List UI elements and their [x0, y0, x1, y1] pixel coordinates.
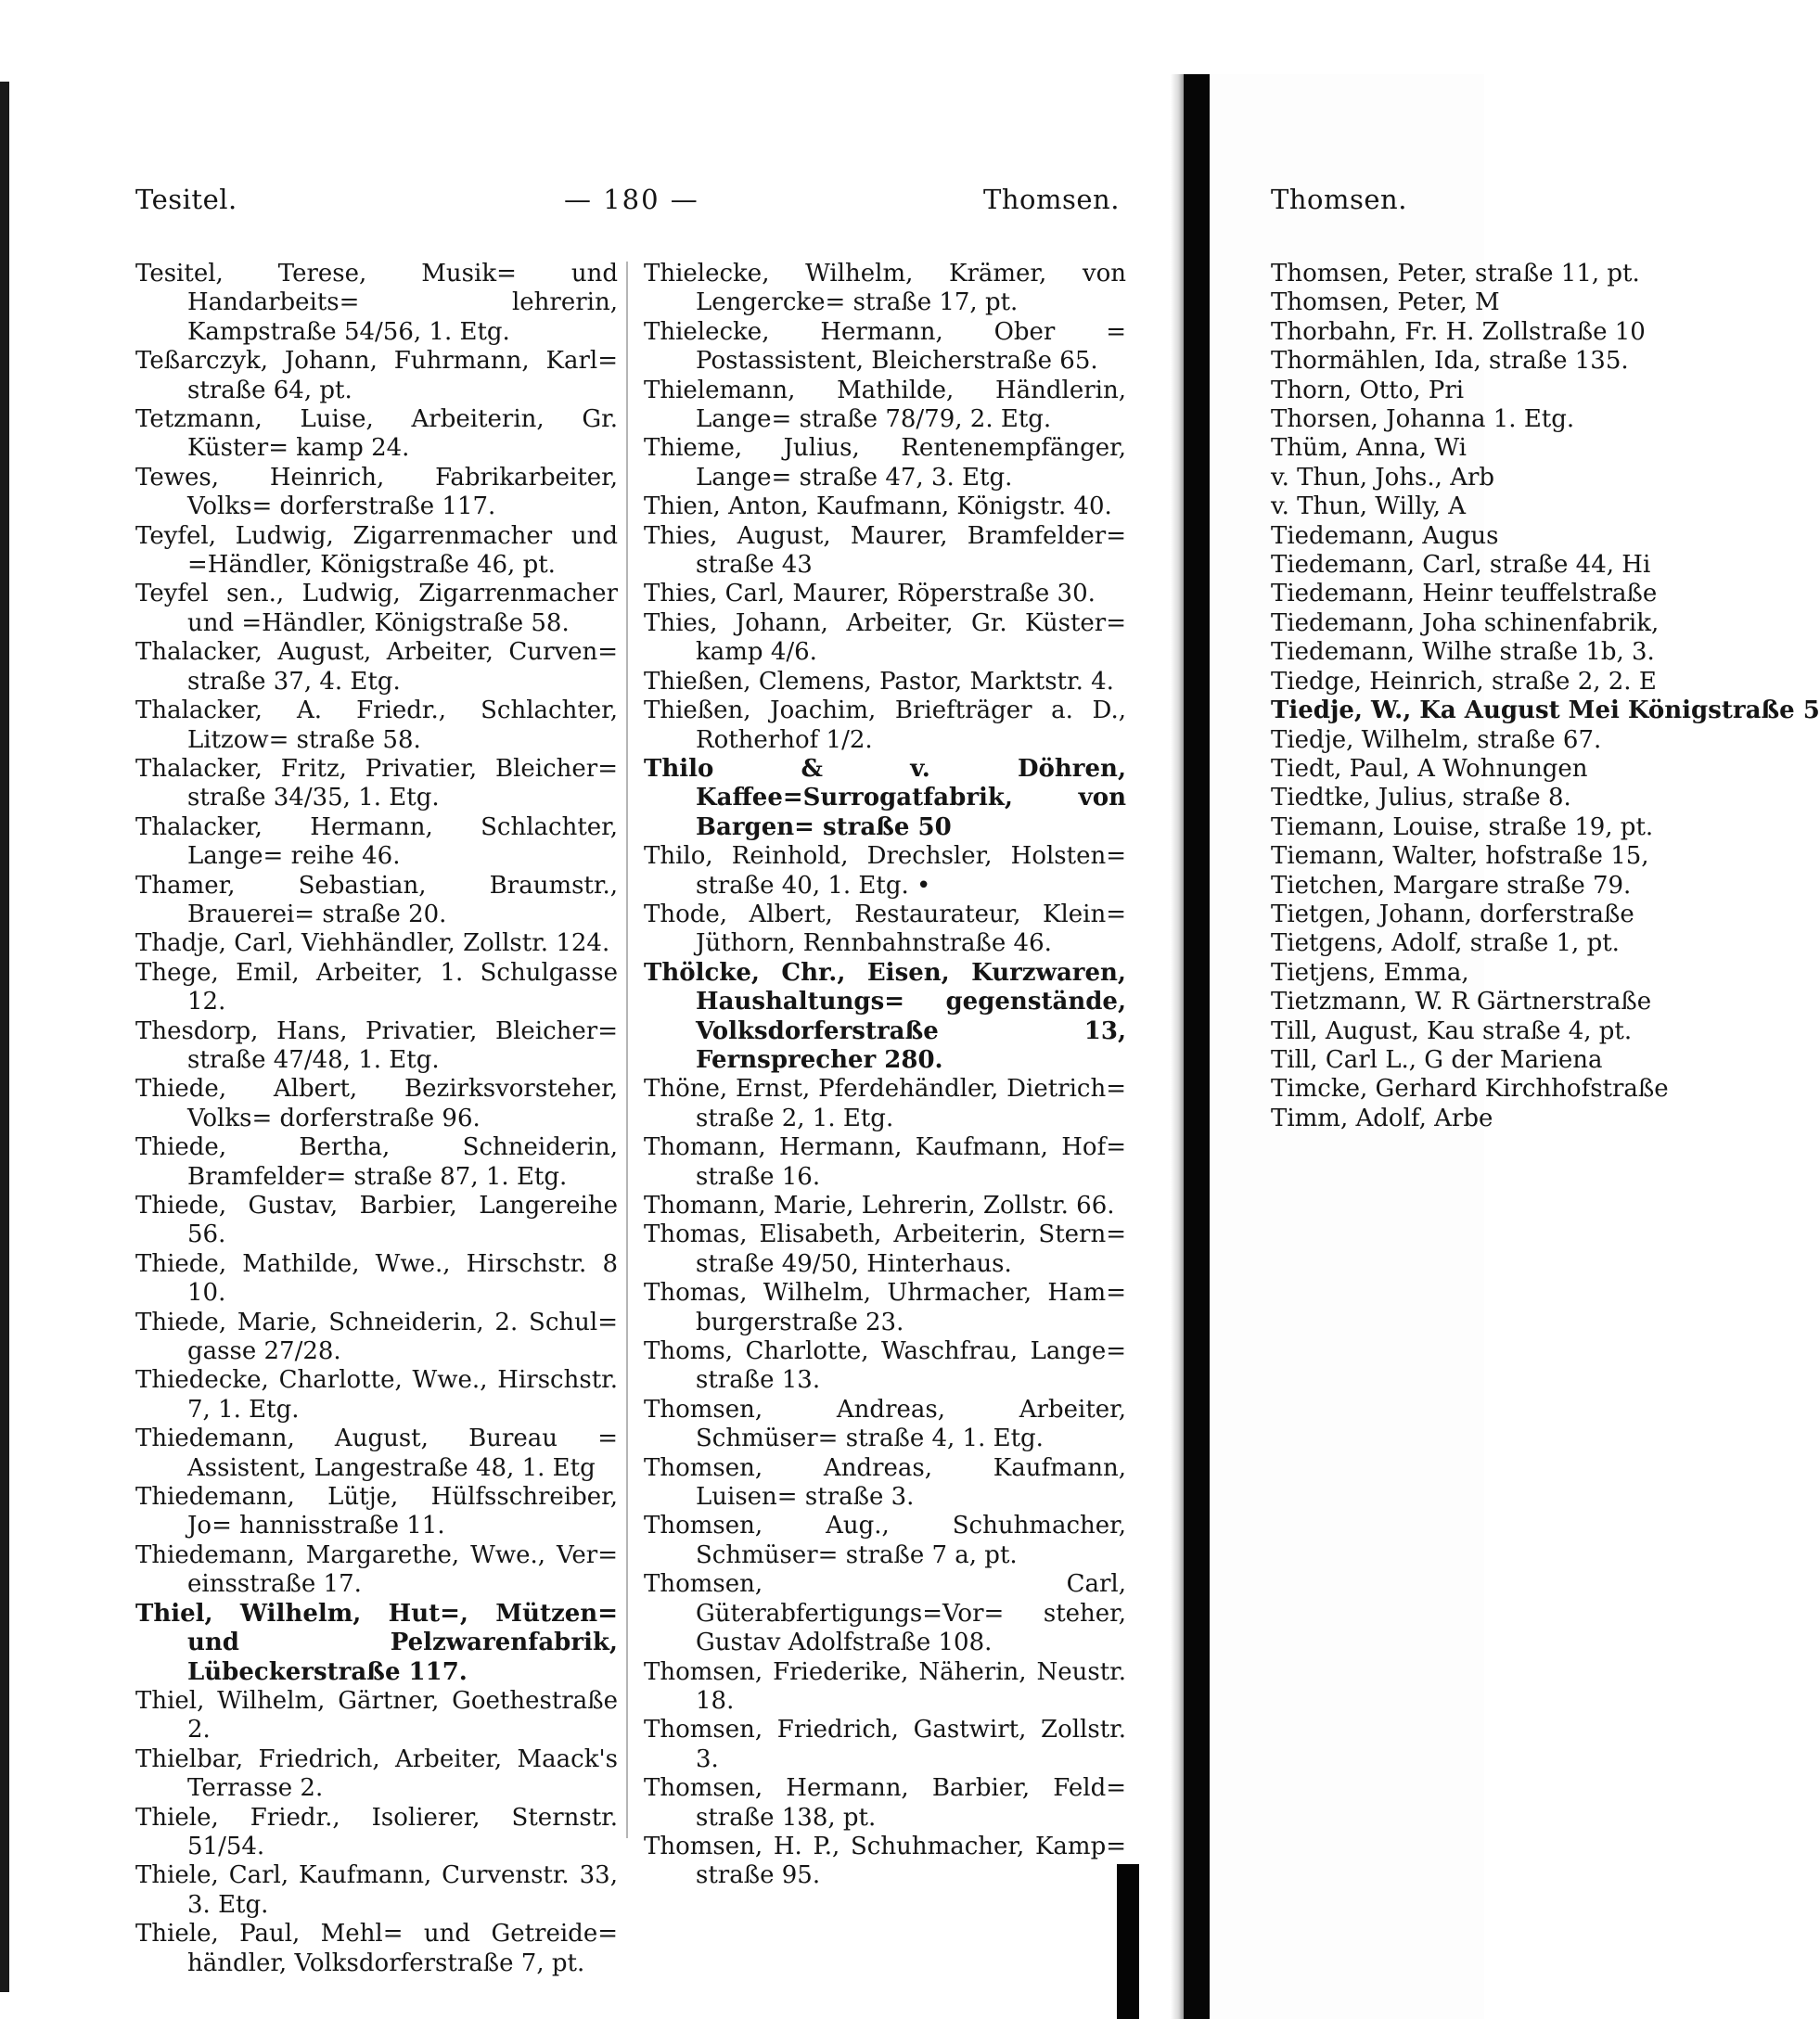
directory-entry: Thiede, Bertha, Schneiderin, Bramfelder= straße 87, 1. Etg.	[135, 1133, 618, 1191]
directory-entry: Thüm, Anna, Wi	[1271, 434, 1467, 463]
book-spine-fold	[1117, 1864, 1139, 2019]
right-page-column	[1271, 260, 1820, 1133]
directory-entry: Thöne, Ernst, Pferdehändler, Dietrich= straße 2, 1. Etg.	[644, 1075, 1126, 1132]
directory-entry-advert: Tiedje, W., Ka August Mei Königstraße 5	[1271, 696, 1820, 725]
directory-entry: Thomas, Wilhelm, Uhrmacher, Ham= burgerstraße 23.	[644, 1279, 1126, 1336]
directory-entry: Thoms, Charlotte, Waschfrau, Lange= straße 13.	[644, 1337, 1126, 1395]
directory-entry: Thiedemann, August, Bureau = Assistent, Langestraße 48, 1. Etg	[135, 1425, 618, 1482]
directory-entry: Timcke, Gerhard Kirchhofstraße	[1271, 1075, 1669, 1104]
directory-entry: Thalacker, August, Arbeiter, Curven= straße 37, 4. Etg.	[135, 638, 618, 696]
directory-entry: Thiedecke, Charlotte, Wwe., Hirschstr. 7, 1. Etg.	[135, 1366, 618, 1424]
directory-entry: Tesitel, Terese, Musik= und Handarbeits= lehrerin, Kampstraße 54/56, 1. Etg.	[135, 260, 618, 346]
directory-entry: Thiele, Carl, Kaufmann, Curvenstr. 33, 3. Etg.	[135, 1861, 618, 1919]
directory-entry: Thomsen, Peter, straße 11, pt.	[1271, 260, 1640, 288]
directory-entry: Thielbar, Friedrich, Arbeiter, Maack's Terrasse 2.	[135, 1744, 618, 1803]
directory-entry: Thalacker, A. Friedr., Schlachter, Litzow= straße 58.	[135, 696, 618, 754]
directory-entry: Thode, Albert, Restaurateur, Klein= Jüthorn, Rennbahnstraße 46.	[644, 900, 1126, 958]
directory-entry: Teyfel, Ludwig, Zigarrenmacher und =Händler, Königstraße 46, pt.	[135, 521, 618, 580]
directory-entry: Thielecke, Wilhelm, Krämer, von Lengercke= straße 17, pt.	[644, 260, 1126, 317]
directory-entry: Tiedtke, Julius, straße 8.	[1271, 784, 1571, 812]
column-divider	[626, 262, 628, 1838]
right-page-partial	[1210, 74, 1820, 2019]
directory-entry: Thiedemann, Margarethe, Wwe., Ver= einsstraße 17.	[135, 1540, 618, 1599]
directory-entry: Tiemann, Louise, straße 19, pt.	[1271, 812, 1654, 841]
directory-entry: Thielemann, Mathilde, Händlerin, Lange= straße 78/79, 2. Etg.	[644, 376, 1126, 434]
directory-entry: Thomsen, Aug., Schuhmacher, Schmüser= straße 7 a, pt.	[644, 1512, 1126, 1569]
middle-column	[644, 260, 1126, 1891]
directory-entry: Tiedemann, Carl, straße 44, Hi	[1271, 551, 1651, 580]
page-number: — 180 —	[564, 184, 699, 215]
directory-entry: Thamer, Sebastian, Braumstr., Brauerei= straße 20.	[135, 871, 618, 928]
directory-entry: Thomann, Marie, Lehrerin, Zollstr. 66.	[644, 1192, 1115, 1220]
directory-entry: Thiedemann, Lütje, Hülfsschreiber, Jo= hannisstraße 11.	[135, 1483, 618, 1540]
directory-entry-advert: Thiel, Wilhelm, Hut=, Mützen= und Pelzwarenfabrik, Lübeckerstraße 117.	[135, 1599, 618, 1686]
directory-entry: Thorsen, Johanna 1. Etg.	[1271, 405, 1575, 434]
directory-entry: Thormählen, Ida, straße 135.	[1271, 347, 1629, 376]
directory-entry: Thien, Anton, Kaufmann, Königstr. 40.	[644, 492, 1112, 521]
directory-entry: Thilo, Reinhold, Drechsler, Holsten= straße 40, 1. Etg. •	[644, 842, 1126, 900]
directory-entry: Tiedge, Heinrich, straße 2, 2. E	[1271, 667, 1657, 696]
directory-entry: Tewes, Heinrich, Fabrikarbeiter, Volks= dorferstraße 117.	[135, 463, 618, 521]
directory-entry: Thiede, Albert, Bezirksvorsteher, Volks= dorferstraße 96.	[135, 1075, 618, 1132]
directory-entry: Tietjens, Emma,	[1271, 958, 1469, 987]
directory-entry: Thege, Emil, Arbeiter, 1. Schulgasse 12.	[135, 958, 618, 1016]
directory-entry: Thiele, Paul, Mehl= und Getreide= händler, Volksdorferstraße 7, pt.	[135, 1920, 618, 1977]
directory-entry: Thießen, Joachim, Briefträger a. D., Rotherhof 1/2.	[644, 696, 1126, 754]
directory-entry: Thomsen, Andreas, Kaufmann, Luisen= straße 3.	[644, 1453, 1126, 1512]
directory-entry: Thies, August, Maurer, Bramfelder= straße 43	[644, 521, 1126, 580]
directory-entry: Tiedje, Wilhelm, straße 67.	[1271, 725, 1602, 754]
directory-entry: Timm, Adolf, Arbe	[1271, 1104, 1493, 1132]
directory-entry: Thadje, Carl, Viehhändler, Zollstr. 124.	[135, 929, 610, 958]
directory-entry: Tiedt, Paul, A Wohnungen	[1271, 754, 1588, 783]
directory-entry: Thomsen, Carl, Güterabfertigungs=Vor= steher, Gustav Adolfstraße 108.	[644, 1570, 1126, 1657]
right-page-header: Thomsen.	[1271, 184, 1407, 215]
directory-entry: Thies, Carl, Maurer, Röperstraße 30.	[644, 580, 1096, 608]
left-column	[135, 260, 618, 1978]
directory-entry: v. Thun, Johs., Arb	[1271, 463, 1495, 492]
directory-entry: Thomsen, Andreas, Arbeiter, Schmüser= straße 4, 1. Etg.	[644, 1395, 1126, 1453]
directory-entry: Thiele, Friedr., Isolierer, Sternstr. 51/54.	[135, 1803, 618, 1860]
page-left-edge	[0, 82, 9, 1992]
directory-entry: Till, Carl L., G der Mariena	[1271, 1045, 1603, 1074]
directory-entry: Tiedemann, Augus	[1271, 521, 1499, 550]
directory-entry-advert: Thilo & v. Döhren, Kaffee=Surrogatfabrik, von Bargen= straße 50	[644, 754, 1126, 841]
directory-entry: Teßarczyk, Johann, Fuhrmann, Karl= straße 64, pt.	[135, 347, 618, 404]
directory-entry: Thorbahn, Fr. H. Zollstraße 10	[1271, 317, 1646, 346]
directory-entry: Tietgens, Adolf, straße 1, pt.	[1271, 929, 1620, 958]
directory-entry: Thesdorp, Hans, Privatier, Bleicher= straße 47/48, 1. Etg.	[135, 1016, 618, 1074]
directory-entry-advert: Thölcke, Chr., Eisen, Kurzwaren, Haushaltungs= gegenstände, Volksdorferstraße 13, Fernsprecher 280.	[644, 958, 1126, 1074]
directory-entry: Tietzmann, W. R Gärtnerstraße	[1271, 988, 1652, 1016]
header-right-keyword: Thomsen.	[983, 184, 1120, 215]
directory-entry: Thießen, Clemens, Pastor, Marktstr. 4.	[644, 667, 1114, 696]
directory-entry: Till, August, Kau straße 4, pt.	[1271, 1016, 1633, 1045]
directory-entry: Thomsen, Friedrich, Gastwirt, Zollstr. 3.	[644, 1716, 1126, 1773]
directory-entry: Tiemann, Walter, hofstraße 15,	[1271, 842, 1649, 871]
directory-entry: Thalacker, Fritz, Privatier, Bleicher= straße 34/35, 1. Etg.	[135, 754, 618, 812]
directory-entry: Tetzmann, Luise, Arbeiterin, Gr. Küster= kamp 24.	[135, 405, 618, 463]
directory-entry: Thomsen, Friederike, Näherin, Neustr. 18.	[644, 1657, 1126, 1715]
directory-entry: Tiedemann, Heinr teuffelstraße	[1271, 580, 1658, 608]
directory-entry: Thielecke, Hermann, Ober = Postassistent, Bleicherstraße 65.	[644, 317, 1126, 376]
directory-entry: v. Thun, Willy, A	[1271, 492, 1466, 521]
directory-entry: Thiel, Wilhelm, Gärtner, Goethestraße 2.	[135, 1686, 618, 1744]
directory-entry: Thomsen, H. P., Schuhmacher, Kamp= straße 95.	[644, 1832, 1126, 1890]
gutter-shadow	[1171, 74, 1184, 2019]
directory-entry: Tiedemann, Wilhe straße 1b, 3.	[1271, 638, 1655, 667]
directory-entry: Teyfel sen., Ludwig, Zigarrenmacher und =Händler, Königstraße 58.	[135, 580, 618, 637]
book-spine	[1184, 74, 1210, 2019]
header-left-keyword: Tesitel.	[135, 184, 237, 215]
directory-entry: Thiede, Gustav, Barbier, Langereihe 56.	[135, 1192, 618, 1249]
directory-entry: Thomas, Elisabeth, Arbeiterin, Stern= straße 49/50, Hinterhaus.	[644, 1220, 1126, 1278]
directory-entry: Thomsen, Peter, M	[1271, 288, 1500, 317]
directory-entry: Tiedemann, Joha schinenfabrik,	[1271, 608, 1660, 637]
directory-entry: Thies, Johann, Arbeiter, Gr. Küster= kamp 4/6.	[644, 608, 1126, 667]
directory-entry: Tietchen, Margare straße 79.	[1271, 871, 1632, 900]
directory-entry: Thomsen, Hermann, Barbier, Feld= straße 138, pt.	[644, 1774, 1126, 1832]
directory-entry: Thiede, Marie, Schneiderin, 2. Schul= gasse 27/28.	[135, 1308, 618, 1366]
directory-entry: Thiede, Mathilde, Wwe., Hirschstr. 8 10.	[135, 1249, 618, 1308]
directory-entry: Thieme, Julius, Rentenempfänger, Lange= straße 47, 3. Etg.	[644, 434, 1126, 492]
directory-entry: Thorn, Otto, Pri	[1271, 376, 1465, 404]
directory-entry: Thomann, Hermann, Kaufmann, Hof= straße 16.	[644, 1133, 1126, 1191]
directory-entry: Tietgen, Johann, dorferstraße	[1271, 900, 1634, 928]
directory-entry: Thalacker, Hermann, Schlachter, Lange= reihe 46.	[135, 812, 618, 871]
